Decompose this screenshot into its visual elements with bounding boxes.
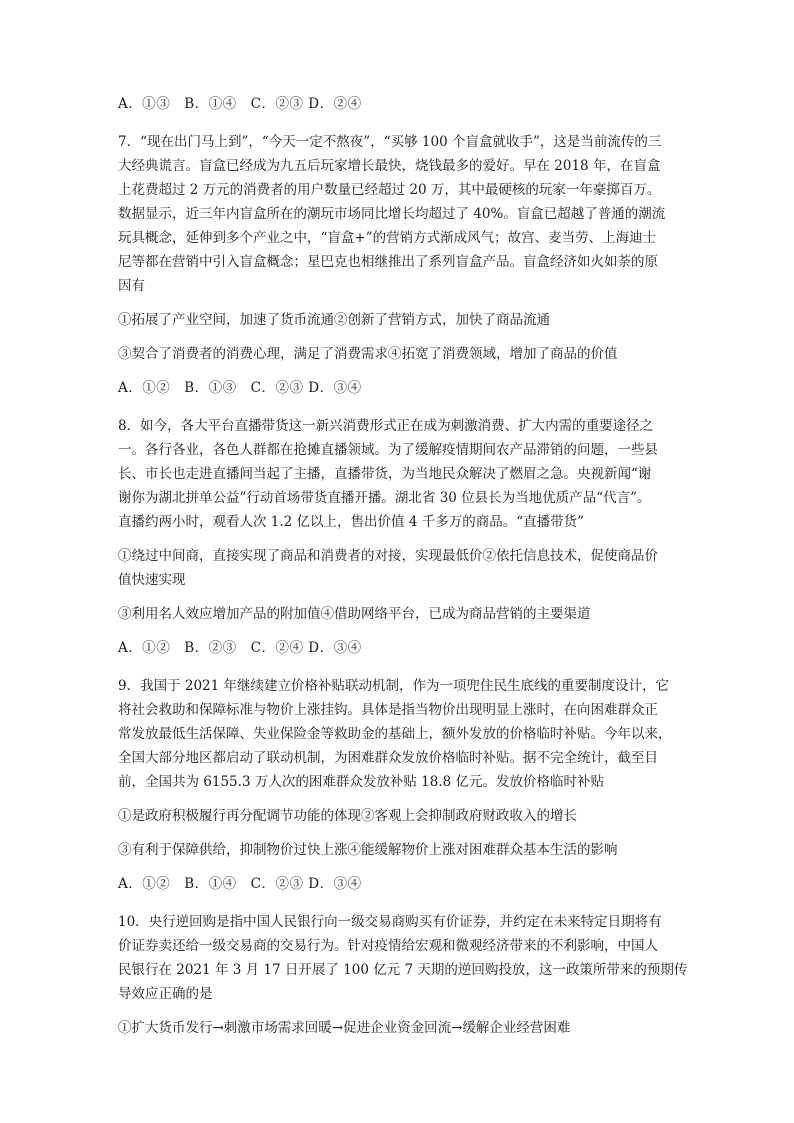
q7-stem xyxy=(118,130,686,298)
q7-answer-choices: A．①② B．①③ C．②③ D．③④ xyxy=(118,380,362,396)
q6-answer-choices: A．①③ B．①④ C．②③ D．②④ xyxy=(118,96,362,112)
q9-line: 全国大部分地区都启动了联动机制，为困难群众发放价格临时补贴。据不完全统计，截至目 xyxy=(118,750,658,766)
q9-statements-1: ①是政府积极履行再分配调节功能的体现②客观上会抑制政府财政收入的增长 xyxy=(118,808,577,824)
q8-line: 直播约两小时，观看人次 1.2 亿以上，售出价值 4 千多万的商品。“直播带货” xyxy=(118,514,585,530)
q7-line: 上花费超过 2 万元的消费者的用户数量已经超过 20 万，其中最硬核的玩家一年豪掷百万。 xyxy=(118,182,661,198)
q8-line: 8．如今，各大平台直播带货这一新兴消费形式正在成为刺激消费、扩大内需的重要途径之 xyxy=(118,418,654,434)
q8-answer-choices: A．①② B．②③ C．②④ D．③④ xyxy=(118,640,362,656)
q9-line: 前，全国共为 6155.3 万人次的困难群众发放补贴 18.8 亿元。发放价格临时补贴 xyxy=(118,774,604,790)
q9-line: 将社会救助和保障标准与物价上涨挂钩。具体是指当物价出现明显上涨时，在向困难群众正 xyxy=(118,702,658,718)
q8-statement-line: ①绕过中间商，直接实现了商品和消费者的对接，实现最低价②依托信息技术，促使商品价 xyxy=(118,548,658,564)
q7-statements-1: ①拓展了产业空间，加速了货币流通②创新了营销方式，加快了商品流通 xyxy=(118,312,550,328)
q8-stem xyxy=(118,414,686,534)
q8-line: 长、市长也走进直播间当起了主播，直播带货，为当地民众解决了燃眉之急。央视新闻“谢 xyxy=(118,466,652,482)
q9-line: 常发放最低生活保障、失业保险金等救助金的基础上，额外发放的价格临时补贴。今年以来， xyxy=(118,726,672,742)
q8-statements-1 xyxy=(118,544,686,592)
q7-line: 尼等都在营销中引入盲盒概念；星巴克也相继推出了系列盲盒产品。盲盒经济如火如荼的原 xyxy=(118,254,658,270)
q9-line: 9．我国于 2021 年继续建立价格补贴联动机制，作为一项兜住民生底线的重要制度设计，它 xyxy=(118,678,670,694)
exam-page xyxy=(118,92,686,1040)
q10-line: 民银行在 2021 年 3 月 17 日开展了 100 亿元 7 天期的逆回购投放，这一政策所带来的预期传 xyxy=(118,962,688,978)
q10-line: 价证券卖还给一级交易商的交易行为。针对疫情给宏观和微观经济带来的不利影响，中国人 xyxy=(118,938,658,954)
q10-statements-1: ①扩大货币发行→刺激市场需求回暖→促进企业资金回流→缓解企业经营困难 xyxy=(118,1020,571,1036)
q8-line: 谢你为湖北拼单公益”行动首场带货直播开播。湖北省 30 位县长为当地优质产品“代言”。 xyxy=(118,490,651,506)
q7-statements-2: ③契合了消费者的消费心理，满足了消费需求④拓宽了消费领域，增加了商品的价值 xyxy=(118,346,618,362)
q9-answer-choices: A．①② B．①④ C．②③ D．③④ xyxy=(118,876,362,892)
q8-statement-line: 值快速实现 xyxy=(118,572,186,588)
q7-line: 大经典谎言。盲盒已经成为九五后玩家增长最快，烧钱最多的爱好。早在 2018 年，在盲盒 xyxy=(118,158,661,174)
q10-stem xyxy=(118,910,686,1006)
q9-statements-2: ③有利于保障供给，抑制物价过快上涨④能缓解物价上涨对困难群众基本生活的影响 xyxy=(118,842,618,858)
q7-line: 数据显示，近三年内盲盒所在的潮玩市场同比增长均超过了 40%。盲盒已超越了普通的潮流 xyxy=(118,206,666,222)
q10-line: 导效应正确的是 xyxy=(118,986,213,1002)
q9-stem xyxy=(118,674,686,794)
q10-line: 10．央行逆回购是指中国人民银行向一级交易商购买有价证券，并约定在未来特定日期将有 xyxy=(118,914,662,930)
q7-line: 因有 xyxy=(118,278,145,294)
q8-line: 一。各行各业，各色人群都在抢摊直播领域。为了缓解疫情期间农产品滞销的问题，一些县 xyxy=(118,442,658,458)
q8-statements-2: ③利用名人效应增加产品的附加值④借助网络平台，已成为商品营销的主要渠道 xyxy=(118,606,591,622)
q7-line: 7．“现在出门马上到”，“今天一定不熬夜”，“买够 100 个盲盒就收手”，这是当前流传的三 xyxy=(118,134,662,150)
q7-line: 玩具概念，延伸到多个产业之中，“盲盒+”的营销方式渐成风气；故宫、麦当劳、上海迪士 xyxy=(118,230,657,246)
